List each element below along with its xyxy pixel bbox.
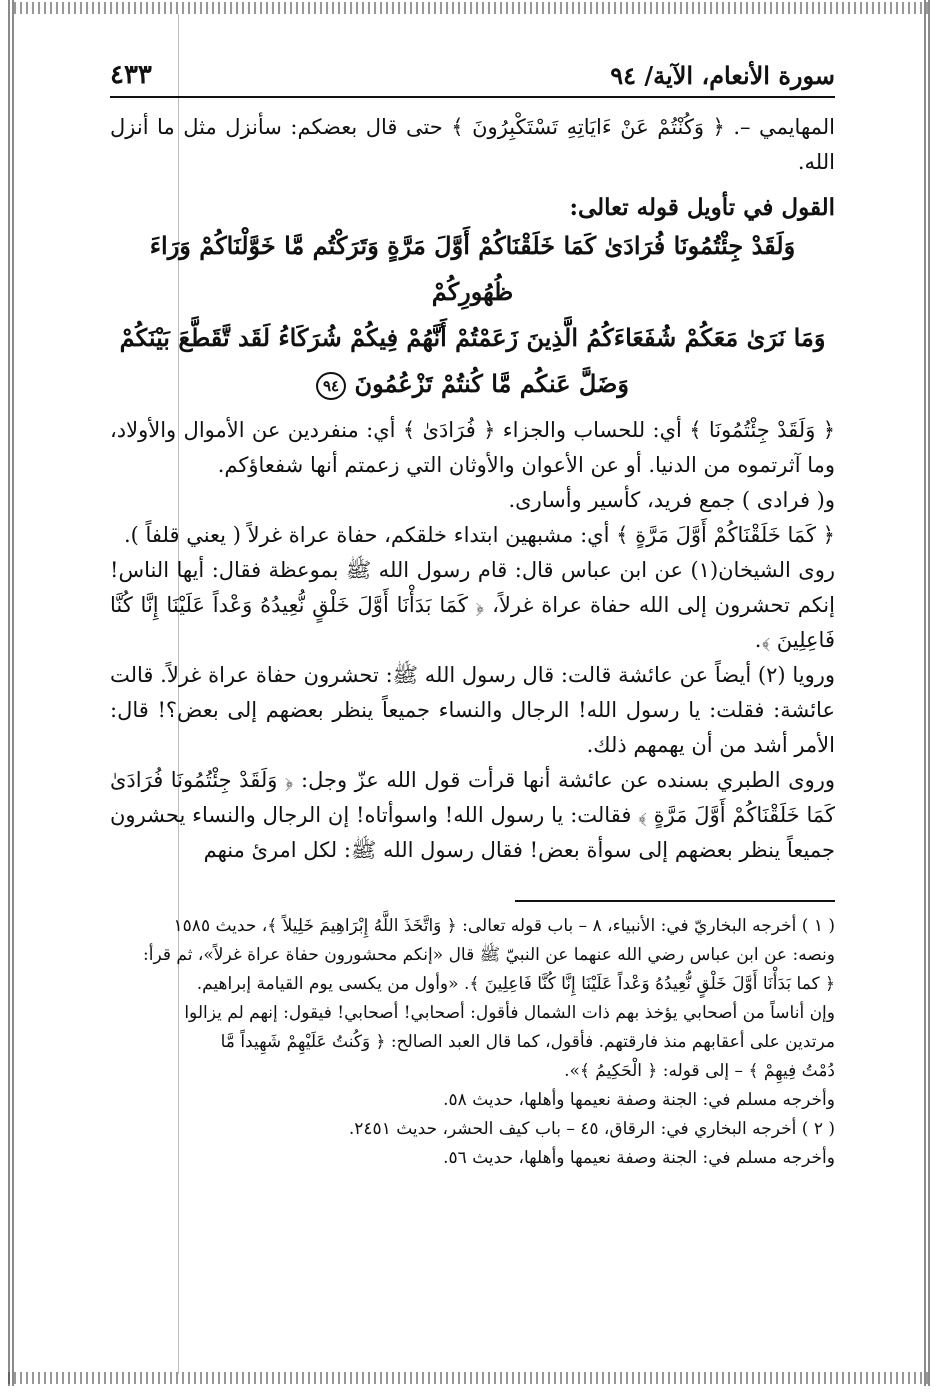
footnote-1-line-7: وأخرجه مسلم في: الجنة وصفة نعيمها وأهلها، حديث ٥٨. xyxy=(443,1090,835,1110)
footnote-2-line-2: وأخرجه مسلم في: الجنة وصفة نعيمها وأهلها، حديث ٥٦. xyxy=(443,1148,835,1168)
page-number: ٤٣٣ xyxy=(110,60,152,90)
footnotes xyxy=(110,912,835,1173)
paragraph-6: ورويا (٢) أيضاً عن عائشة قالت: قال رسول الله ﷺ: تحشرون حفاة عراة غرلاً. قالت عائشة: فقلت: يا رسول الله! الرجال والنساء جميعاً ينظر بعضهم إلى بعض؟! قال: الأمر أشد من أن يهمهم ذلك. xyxy=(110,663,835,757)
ayah-line-2: وَمَا نَرَىٰ مَعَكُمْ شُفَعَاءَكُمُ الَّذِينَ زَعَمْتُمْ أَنَّهُمْ فِيكُمْ شُرَكَاءُ لَقَد تَّقَطَّعَ بَيْنَكُمْ xyxy=(119,323,826,352)
section-title: القول في تأويل قوله تعالى: xyxy=(569,194,835,221)
footnote-1-line-6: دُمْتُ فِيهِمْ ﴾ – إلى قوله: ﴿ الْحَكِيمُ ﴾». xyxy=(564,1061,835,1081)
paragraph-4: ﴿ كَمَا خَلَقْنَاكُمْ أَوَّلَ مَرَّةٍ ﴾ أي: مشبهين ابتداء خلقكم، حفاة عراة غرلاً ( يعني قلفاً ). xyxy=(123,523,835,547)
quran-verse-block xyxy=(110,223,835,407)
footnote-separator xyxy=(515,900,835,902)
footnote-1-line-5: مرتدين على أعقابهم منذ فارقتهم. فأقول، كما قال العبد الصالح: ﴿ وَكُنتُ عَلَيْهِمْ شَهِيداً مَّا xyxy=(220,1032,835,1052)
ayah-number-marker: ٩٤ xyxy=(316,372,346,400)
paragraph-5: روى الشيخان(١) عن ابن عباس قال: قام رسول الله ﷺ بموعظة فقال: أيها الناس! إنكم تحشرون إلى الله حفاة عراة غرلاً، ﴿ كَمَا بَدَأْنَا أَوَّلَ خَلْقٍ نُّعِيدُهُ وَعْداً عَلَيْنَا إِنَّا كُنَّا فَاعِلِينَ ﴾. xyxy=(110,558,835,652)
ayah-line-3 xyxy=(110,361,835,407)
ayah-line-1: وَلَقَدْ جِئْتُمُونَا فُرَادَىٰ كَمَا خَلَقْنَاكُمْ أَوَّلَ مَرَّةٍ وَتَرَكْتُم مَّا خَوَّلْنَاكُمْ وَرَاءَ ظُهُورِكُمْ xyxy=(149,231,796,306)
paragraph-3: و( فرادى ) جمع فريد، كأسير وأسارى. xyxy=(508,488,835,512)
footnote-1-line-2: ونصه: عن ابن عباس رضي الله عنهما عن النبيّ ﷺ قال «إنكم محشورون حفاة عراة غرلاً»، ثم قرأ: xyxy=(143,945,835,965)
footnote-1-line-1: ( ١ ) أخرجه البخاريّ في: الأنبياء، ٨ – باب قوله تعالى: ﴿ وَاتَّخَذَ اللَّهُ إِبْرَاهِيمَ خَلِيلاً ﴾، حديث ١٥٨٥ xyxy=(173,916,835,936)
paragraph-7: وروى الطبري بسنده عن عائشة أنها قرأت قول الله عزّ وجل: ﴿ وَلَقَدْ جِئْتُمُونَا فُرَادَىٰ كَمَا خَلَقْنَاكُمْ أَوَّلَ مَرَّةٍ ﴾ فقالت: يا رسول الله! واسوأتاه! إن الرجال والنساء يحشرون جميعاً ينظر بعضهم إلى سوأة بعض! فقال رسول الله ﷺ: لكل امرئ منهم xyxy=(110,768,835,862)
paragraph-2: ﴿ وَلَقَدْ جِئْتُمُونَا ﴾ أي: للحساب والجزاء ﴿ فُرَادَىٰ ﴾ أي: منفردين عن الأموال والأولاد، وما آثرتموه من الدنيا. أو عن الأعوان والأوثان التي زعمتم أنها شفعاؤكم. xyxy=(110,418,835,477)
page-header xyxy=(110,60,835,98)
ayah-line-3-text: وَضَلَّ عَنكُم مَّا كُنتُمْ تَزْعُمُونَ xyxy=(354,369,630,398)
paragraph-1: المهايمي –. ﴿ وَكُنْتُمْ عَنْ ءَايَاتِهِ تَسْتَكْبِرُونَ ﴾ حتى قال بعضكم: سأنزل مثل ما أنزل الله. xyxy=(110,115,835,174)
page-content xyxy=(110,60,835,1173)
decorative-border-bottom xyxy=(8,1372,930,1384)
footnote-1-line-4: وإن أناساً من أصحابي يؤخذ بهم ذات الشمال فأقول: أصحابي! أصحابي! فيقول: إنهم لم يزالوا xyxy=(184,1003,835,1023)
footnote-2-line-1: ( ٢ ) أخرجه البخاري في: الرقاق، ٤٥ – باب كيف الحشر، حديث ٢٤٥١. xyxy=(348,1119,835,1139)
footnote-1-line-3: ﴿ كما بَدَأْنَا أَوَّلَ خَلْقٍ نُّعِيدُهُ وَعْداً عَلَيْنَا إِنَّا كُنَّا فَاعِلِينَ ﴾. «وأول من يكسى يوم القيامة إبراهيم. xyxy=(196,974,835,994)
running-title: سورة الأنعام، الآية/ ٩٤ xyxy=(610,61,835,90)
